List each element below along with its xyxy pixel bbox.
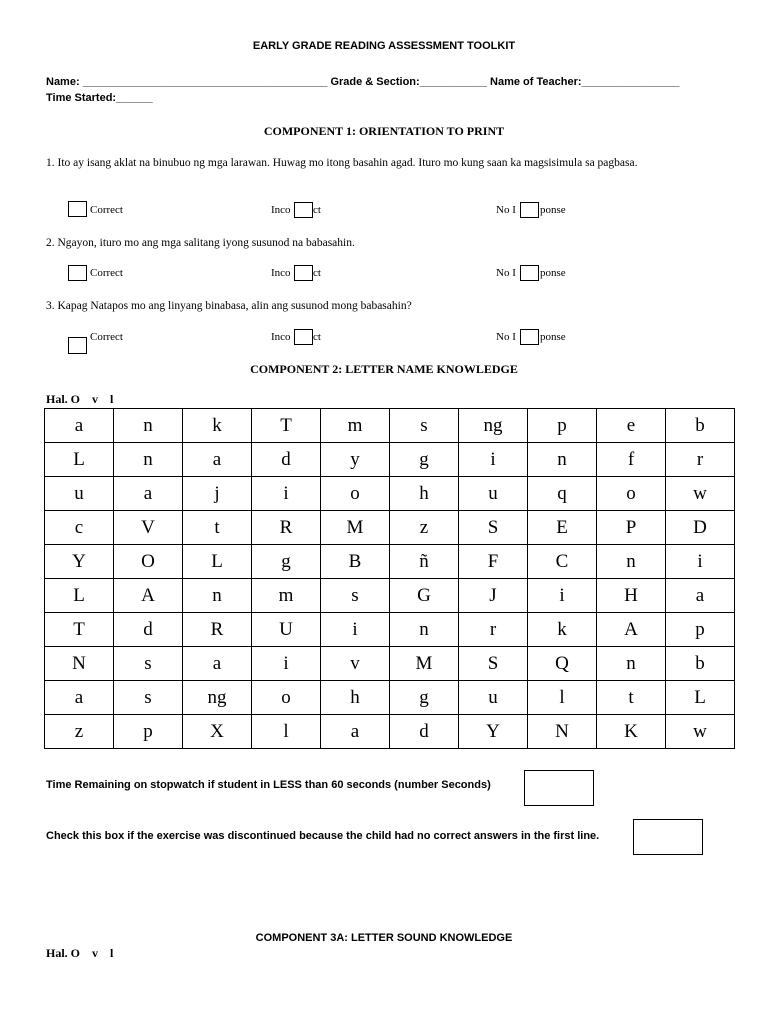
example-letters: Hal. O v l <box>46 392 114 406</box>
grid-cell[interactable]: V <box>114 511 183 545</box>
grid-cell[interactable]: A <box>114 579 183 613</box>
question-1-text: 1. Ito ay isang aklat na binubuo ng mga larawan. Huwag mo itong basahin agad. Ituro mo kung saan ka magsisimula sa pagbasa. <box>46 157 638 169</box>
grid-row <box>45 681 735 715</box>
grid-cell[interactable]: N <box>45 647 114 681</box>
discontinued-checkbox[interactable] <box>633 819 703 855</box>
no-response-label-a-1: No I <box>496 204 516 216</box>
grid-cell[interactable]: g <box>390 443 459 477</box>
example-letters-3a: Hal. O v l <box>46 946 114 960</box>
grid-cell[interactable]: l <box>528 681 597 715</box>
grid-cell[interactable]: i <box>252 477 321 511</box>
grid-cell[interactable]: u <box>45 477 114 511</box>
grid-cell[interactable]: t <box>597 681 666 715</box>
grid-cell[interactable]: s <box>390 409 459 443</box>
grid-cell[interactable]: Y <box>45 545 114 579</box>
grid-cell[interactable]: w <box>666 477 735 511</box>
incorrect-label-b-1: ct <box>313 204 321 216</box>
grid-cell[interactable]: A <box>597 613 666 647</box>
correct-label-3: Correct <box>90 331 123 343</box>
time-started-line: Time Started:______ <box>46 92 153 104</box>
grid-cell[interactable]: O <box>114 545 183 579</box>
time-remaining-box[interactable] <box>524 770 594 806</box>
incorrect-label-a-3: Inco <box>271 331 291 343</box>
grid-cell[interactable]: G <box>390 579 459 613</box>
grid-cell[interactable]: L <box>45 579 114 613</box>
grid-cell[interactable]: K <box>597 715 666 749</box>
grid-cell[interactable]: T <box>45 613 114 647</box>
grid-cell[interactable]: k <box>183 409 252 443</box>
no-response-label-a-2: No I <box>496 267 516 279</box>
correct-checkbox-3[interactable] <box>68 337 87 354</box>
no-response-checkbox-3[interactable] <box>520 329 539 345</box>
grid-cell[interactable]: P <box>597 511 666 545</box>
grid-cell[interactable]: i <box>459 443 528 477</box>
grid-cell[interactable]: i <box>321 613 390 647</box>
document-title: EARLY GRADE READING ASSESSMENT TOOLKIT <box>252 40 516 52</box>
grid-cell[interactable]: ñ <box>390 545 459 579</box>
correct-label-1: Correct <box>90 204 123 216</box>
grid-cell[interactable]: n <box>183 579 252 613</box>
grid-cell[interactable]: d <box>252 443 321 477</box>
grid-cell[interactable]: u <box>459 477 528 511</box>
grid-cell[interactable]: y <box>321 443 390 477</box>
grid-cell[interactable]: U <box>252 613 321 647</box>
grid-cell[interactable]: b <box>666 409 735 443</box>
incorrect-label-a-2: Inco <box>271 267 291 279</box>
correct-label-2: Correct <box>90 267 123 279</box>
grid-cell[interactable]: E <box>528 511 597 545</box>
grid-cell[interactable]: a <box>114 477 183 511</box>
grid-cell[interactable]: m <box>252 579 321 613</box>
grid-cell[interactable]: i <box>666 545 735 579</box>
grid-cell[interactable]: q <box>528 477 597 511</box>
grid-cell[interactable]: n <box>528 443 597 477</box>
grid-cell[interactable]: S <box>459 511 528 545</box>
no-response-label-b-1: ponse <box>540 204 566 216</box>
grid-cell[interactable]: a <box>45 681 114 715</box>
grid-cell[interactable]: M <box>390 647 459 681</box>
grid-row <box>45 715 735 749</box>
grid-cell[interactable]: a <box>45 409 114 443</box>
grid-cell[interactable]: j <box>183 477 252 511</box>
grid-cell[interactable]: h <box>321 681 390 715</box>
grid-cell[interactable]: R <box>252 511 321 545</box>
component1-heading: COMPONENT 1: ORIENTATION TO PRINT <box>263 124 505 138</box>
grid-cell[interactable]: N <box>528 715 597 749</box>
grid-cell[interactable]: z <box>45 715 114 749</box>
grid-cell[interactable]: p <box>528 409 597 443</box>
grid-cell[interactable]: a <box>183 443 252 477</box>
grid-cell[interactable]: o <box>597 477 666 511</box>
grid-cell[interactable]: z <box>390 511 459 545</box>
grid-cell[interactable]: L <box>45 443 114 477</box>
grid-row <box>45 409 735 443</box>
grid-cell[interactable]: o <box>321 477 390 511</box>
incorrect-checkbox-2[interactable] <box>294 265 313 281</box>
grid-cell[interactable]: L <box>183 545 252 579</box>
incorrect-checkbox-3[interactable] <box>294 329 313 345</box>
grid-cell[interactable]: J <box>459 579 528 613</box>
grid-row <box>45 477 735 511</box>
grid-cell[interactable]: ng <box>183 681 252 715</box>
no-response-label-b-3: ponse <box>540 331 566 343</box>
grid-cell[interactable]: s <box>114 681 183 715</box>
grid-cell[interactable]: i <box>252 647 321 681</box>
grid-cell[interactable]: i <box>528 579 597 613</box>
grid-cell[interactable]: d <box>390 715 459 749</box>
component3a-heading: COMPONENT 3A: LETTER SOUND KNOWLEDGE <box>255 932 513 944</box>
grid-cell[interactable]: n <box>114 443 183 477</box>
grid-cell[interactable]: a <box>183 647 252 681</box>
grid-cell[interactable]: F <box>459 545 528 579</box>
grid-cell[interactable]: R <box>183 613 252 647</box>
grid-row <box>45 443 735 477</box>
grid-cell[interactable]: g <box>252 545 321 579</box>
grid-cell[interactable]: d <box>114 613 183 647</box>
grid-cell[interactable]: o <box>252 681 321 715</box>
grid-cell[interactable]: h <box>390 477 459 511</box>
incorrect-label-b-2: ct <box>313 267 321 279</box>
question-2-text: 2. Ngayon, ituro mo ang mga salitang iyong susunod na babasahin. <box>46 237 355 249</box>
grid-cell[interactable]: X <box>183 715 252 749</box>
grid-cell[interactable]: s <box>321 579 390 613</box>
time-remaining-label: Time Remaining on stopwatch if student in LESS than 60 seconds (number Seconds) <box>46 779 491 791</box>
incorrect-label-a-1: Inco <box>271 204 291 216</box>
grid-cell[interactable]: c <box>45 511 114 545</box>
grid-cell[interactable]: n <box>597 545 666 579</box>
grid-cell[interactable]: C <box>528 545 597 579</box>
grid-cell[interactable]: g <box>390 681 459 715</box>
grid-cell[interactable]: f <box>597 443 666 477</box>
grid-row <box>45 647 735 681</box>
grid-row <box>45 613 735 647</box>
no-response-label-b-2: ponse <box>540 267 566 279</box>
question-3-text: 3. Kapag Natapos mo ang linyang binabasa, alin ang susunod mong babasahin? <box>46 300 412 312</box>
discontinued-label: Check this box if the exercise was discontinued because the child had no correct answers in the first line. <box>46 830 600 842</box>
grid-cell[interactable]: r <box>459 613 528 647</box>
grid-cell[interactable]: b <box>666 647 735 681</box>
grid-cell[interactable]: p <box>114 715 183 749</box>
grid-cell[interactable]: ng <box>459 409 528 443</box>
grid-cell[interactable]: H <box>597 579 666 613</box>
no-response-checkbox-1[interactable] <box>520 202 539 218</box>
component2-heading: COMPONENT 2: LETTER NAME KNOWLEDGE <box>250 362 518 376</box>
grid-cell[interactable]: n <box>114 409 183 443</box>
letter-grid <box>44 408 735 749</box>
grid-cell[interactable]: l <box>252 715 321 749</box>
grid-cell[interactable]: n <box>390 613 459 647</box>
grid-cell[interactable]: m <box>321 409 390 443</box>
grid-cell[interactable]: n <box>597 647 666 681</box>
correct-checkbox-2[interactable] <box>68 265 87 281</box>
grid-cell[interactable]: v <box>321 647 390 681</box>
correct-checkbox-1[interactable] <box>68 201 87 217</box>
incorrect-checkbox-1[interactable] <box>294 202 313 218</box>
grid-row <box>45 545 735 579</box>
grid-cell[interactable]: M <box>321 511 390 545</box>
incorrect-label-b-3: ct <box>313 331 321 343</box>
grid-cell[interactable]: w <box>666 715 735 749</box>
grid-cell[interactable]: B <box>321 545 390 579</box>
no-response-checkbox-2[interactable] <box>520 265 539 281</box>
grid-cell[interactable]: T <box>252 409 321 443</box>
grid-cell[interactable]: r <box>666 443 735 477</box>
no-response-label-a-3: No I <box>496 331 516 343</box>
grid-cell[interactable]: D <box>666 511 735 545</box>
grid-cell[interactable]: Y <box>459 715 528 749</box>
grid-cell[interactable]: k <box>528 613 597 647</box>
grid-cell[interactable]: t <box>183 511 252 545</box>
grid-cell[interactable]: a <box>666 579 735 613</box>
grid-cell[interactable]: Q <box>528 647 597 681</box>
grid-row <box>45 511 735 545</box>
grid-cell[interactable]: S <box>459 647 528 681</box>
grid-cell[interactable]: a <box>321 715 390 749</box>
grid-cell[interactable]: p <box>666 613 735 647</box>
grid-cell[interactable]: e <box>597 409 666 443</box>
grid-row <box>45 579 735 613</box>
grid-cell[interactable]: s <box>114 647 183 681</box>
grid-cell[interactable]: u <box>459 681 528 715</box>
grid-cell[interactable]: L <box>666 681 735 715</box>
student-info-line: Name: ________________________________________ Grade & Section:___________ Name of Teacher:________________ <box>46 76 680 88</box>
